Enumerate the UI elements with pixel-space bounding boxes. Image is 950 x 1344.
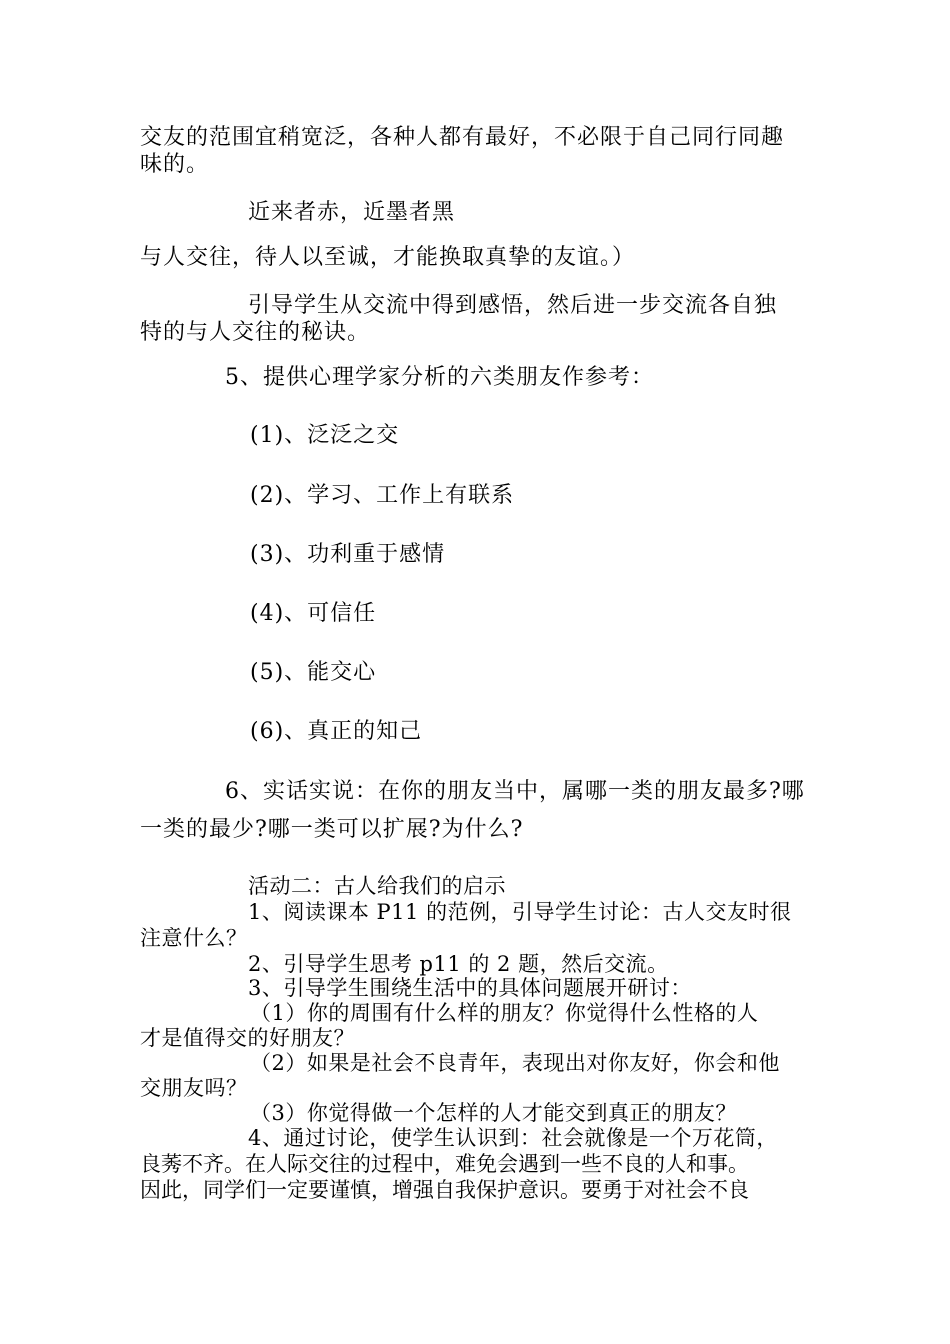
paragraph-line: 4、通过讨论，使学生认识到：社会就像是一个万花筒， [248,1126,778,1150]
paragraph-line: 2、引导学生思考 p11 的 2 题，然后交流。 [248,952,669,976]
question-line: （2）如果是社会不良青年，表现出对你友好，你会和他 [250,1051,780,1075]
paragraph-line: 才是值得交的好朋友？ [140,1026,355,1050]
paragraph-line: 味的。 [140,152,210,177]
list-item: (1)、泛泛之交 [250,423,400,448]
paragraph-line: 近来者赤，近墨者黑 [248,200,456,225]
paragraph-line: 良莠不齐。在人际交往的过程中，难免会遇到一些不良的人和事。 [140,1152,749,1176]
list-item: (4)、可信任 [250,601,377,626]
list-item: (5)、能交心 [250,660,377,685]
section-heading: 5、提供心理学家分析的六类朋友作参考： [225,365,654,390]
paragraph-line: 特的与人交往的秘诀。 [140,320,371,345]
question-line: （3）你觉得做一个怎样的人才能交到真正的朋友？ [250,1101,737,1125]
section-heading: 6、实话实说：在你的朋友当中，属哪一类的朋友最多?哪 [225,779,805,804]
paragraph-line: 引导学生从交流中得到感悟，然后进一步交流各自独 [248,293,778,318]
list-item: (2)、学习、工作上有联系 [250,483,515,508]
paragraph-line: 因此，同学们一定要谨慎，增强自我保护意识。要勇于对社会不良 [140,1178,749,1202]
paragraph-line: 交友的范围宜稍宽泛，各种人都有最好，不必限于自己同行同趣 [140,125,785,150]
paragraph-line: 与人交往，待人以至诚，才能换取真挚的友谊。） [140,245,636,270]
paragraph-line: 一类的最少?哪一类可以扩展?为什么? [140,817,524,842]
paragraph-line: 交朋友吗？ [140,1076,248,1100]
paragraph-line: 3、引导学生围绕生活中的具体问题展开研讨： [248,976,692,1000]
paragraph-line: 1、阅读课本 P11 的范例，引导学生讨论：古人交友时很 [248,900,792,924]
paragraph-line: 注意什么？ [140,926,248,950]
list-item: (6)、真正的知己 [250,719,423,744]
question-line: （1）你的周围有什么样的朋友？你觉得什么性格的人 [250,1001,759,1025]
list-item: (3)、功利重于感情 [250,542,446,567]
activity-heading: 活动二：古人给我们的启示 [248,874,506,898]
